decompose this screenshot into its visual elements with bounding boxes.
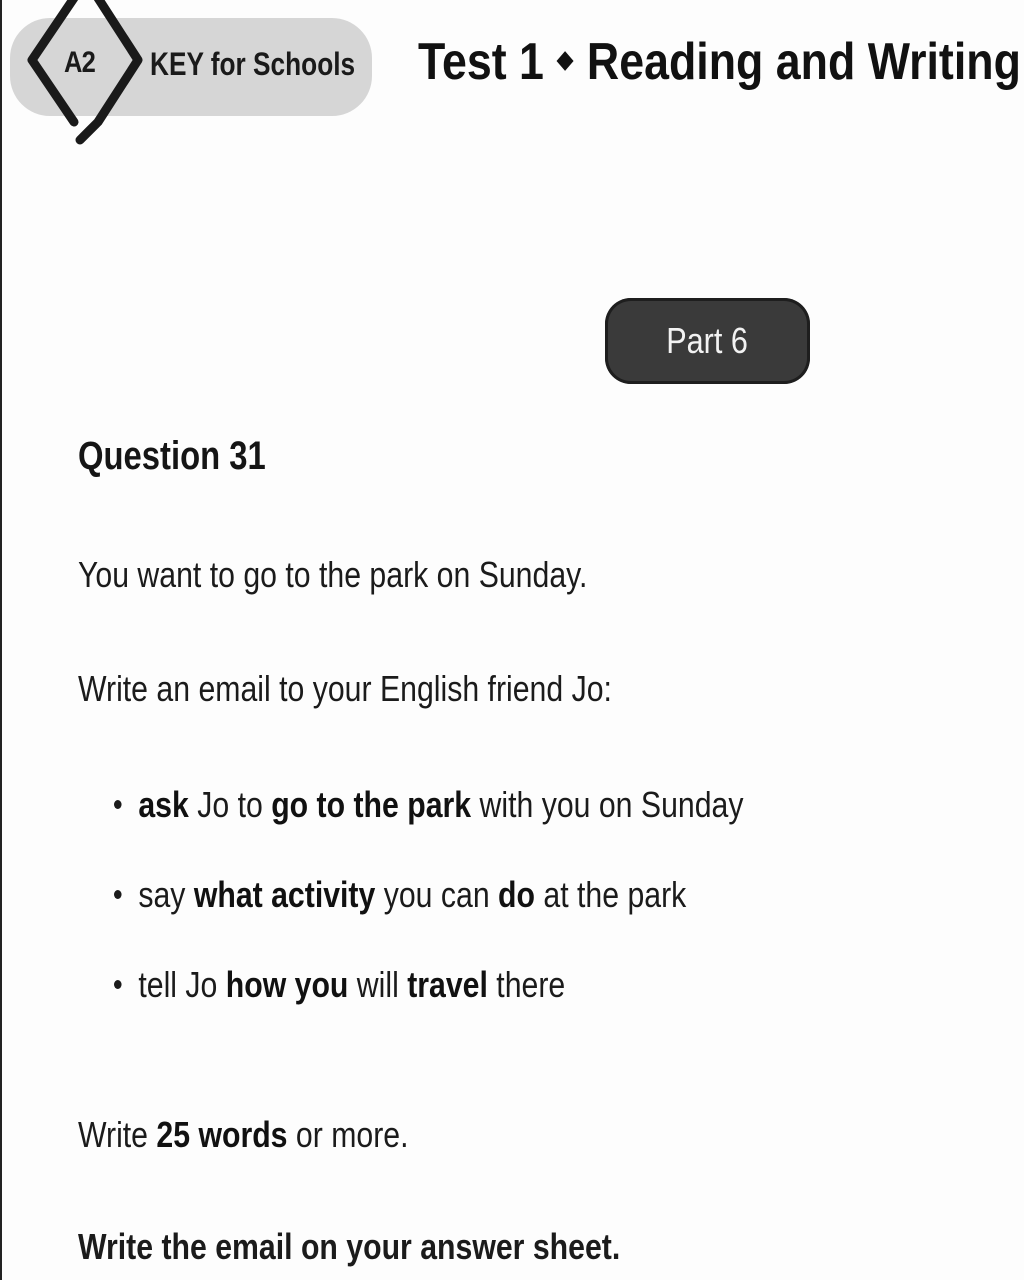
word-count-instruction: Write 25 words or more. (78, 1114, 409, 1155)
list-item: ask Jo to go to the park with you on Sunday (114, 784, 743, 826)
question-intro: You want to go to the park on Sunday. (78, 554, 588, 595)
test-number: Test 1 (418, 33, 544, 91)
question-title: Question 31 (78, 434, 266, 478)
question-instruction: Write an email to your English friend Jo: (78, 668, 612, 709)
part-label-text: Part 6 (666, 320, 749, 361)
section-name: Reading and Writing (586, 33, 1021, 91)
bullet-icon (114, 980, 122, 989)
bullet-icon (114, 800, 122, 809)
answer-sheet-instruction: Write the email on your answer sheet. (78, 1226, 621, 1267)
page-title (418, 32, 1021, 92)
exam-level: A2 (64, 46, 95, 79)
list-item: tell Jo how you will travel there (114, 964, 565, 1006)
list-item: say what activity you can do at the park (114, 874, 686, 916)
part-label (605, 298, 810, 384)
exam-name: KEY for Schools (150, 46, 356, 82)
diamond-separator-icon (557, 51, 574, 71)
bullet-icon (114, 890, 122, 899)
